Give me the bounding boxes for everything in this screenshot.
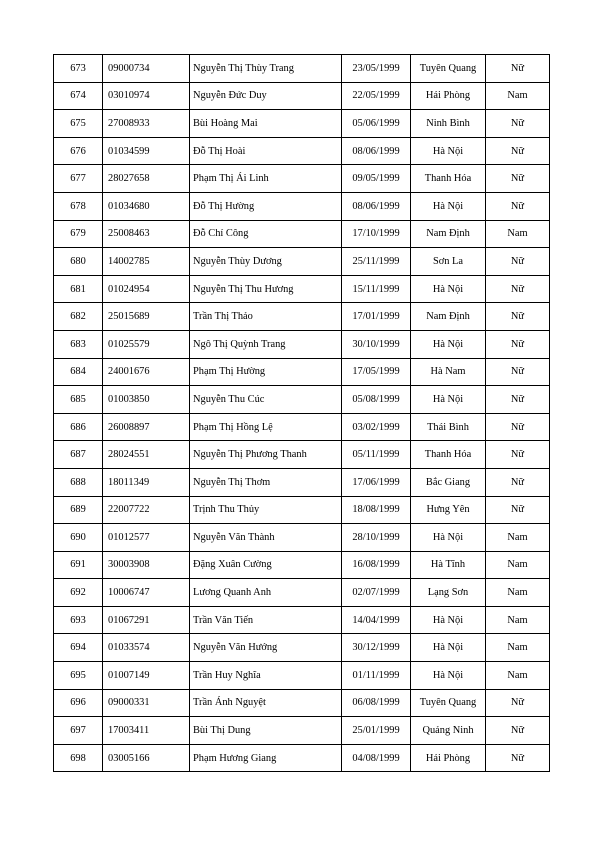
table-row — [54, 165, 550, 193]
gender: Nữ — [486, 275, 550, 303]
province: Lạng Sơn — [411, 579, 486, 607]
province: Hà Nội — [411, 137, 486, 165]
row-number: 690 — [54, 524, 103, 552]
student-name: Phạm Hương Giang — [190, 744, 342, 772]
row-number: 678 — [54, 192, 103, 220]
table-row — [54, 551, 550, 579]
student-id: 17003411 — [103, 717, 190, 745]
table-row — [54, 689, 550, 717]
student-id: 10006747 — [103, 579, 190, 607]
student-name: Đỗ Chí Công — [190, 220, 342, 248]
student-id: 01003850 — [103, 386, 190, 414]
province: Sơn La — [411, 248, 486, 276]
date-of-birth: 16/08/1999 — [342, 551, 411, 579]
row-number: 697 — [54, 717, 103, 745]
table-row — [54, 579, 550, 607]
row-number: 682 — [54, 303, 103, 331]
row-number: 687 — [54, 441, 103, 469]
student-id: 30003908 — [103, 551, 190, 579]
row-number: 689 — [54, 496, 103, 524]
date-of-birth: 30/10/1999 — [342, 330, 411, 358]
student-name: Nguyễn Thị Phương Thanh — [190, 441, 342, 469]
date-of-birth: 25/01/1999 — [342, 717, 411, 745]
gender: Nữ — [486, 330, 550, 358]
student-name: Ngô Thị Quỳnh Trang — [190, 330, 342, 358]
student-id: 03010974 — [103, 82, 190, 110]
student-name: Bùi Thị Dung — [190, 717, 342, 745]
gender: Nữ — [486, 441, 550, 469]
date-of-birth: 01/11/1999 — [342, 662, 411, 690]
province: Hà Nội — [411, 606, 486, 634]
gender: Nam — [486, 579, 550, 607]
student-id: 09000734 — [103, 55, 190, 83]
row-number: 675 — [54, 110, 103, 138]
date-of-birth: 05/08/1999 — [342, 386, 411, 414]
gender: Nam — [486, 524, 550, 552]
student-name: Phạm Thị Ái Linh — [190, 165, 342, 193]
gender: Nữ — [486, 110, 550, 138]
table-row — [54, 441, 550, 469]
date-of-birth: 28/10/1999 — [342, 524, 411, 552]
student-id: 01034680 — [103, 192, 190, 220]
student-id: 01012577 — [103, 524, 190, 552]
date-of-birth: 23/05/1999 — [342, 55, 411, 83]
row-number: 684 — [54, 358, 103, 386]
gender: Nữ — [486, 717, 550, 745]
province: Thanh Hóa — [411, 441, 486, 469]
gender: Nam — [486, 220, 550, 248]
date-of-birth: 18/08/1999 — [342, 496, 411, 524]
student-name: Đặng Xuân Cường — [190, 551, 342, 579]
province: Hưng Yên — [411, 496, 486, 524]
table-row — [54, 192, 550, 220]
province: Quảng Ninh — [411, 717, 486, 745]
table-row — [54, 55, 550, 83]
student-id: 25015689 — [103, 303, 190, 331]
student-name: Nguyễn Thị Thùy Trang — [190, 55, 342, 83]
province: Hà Nam — [411, 358, 486, 386]
date-of-birth: 25/11/1999 — [342, 248, 411, 276]
student-name: Nguyễn Thùy Dương — [190, 248, 342, 276]
student-name: Nguyễn Thị Thu Hương — [190, 275, 342, 303]
province: Hà Nội — [411, 330, 486, 358]
student-id: 01007149 — [103, 662, 190, 690]
date-of-birth: 03/02/1999 — [342, 413, 411, 441]
row-number: 693 — [54, 606, 103, 634]
student-name: Trần Huy Nghĩa — [190, 662, 342, 690]
province: Hà Nội — [411, 662, 486, 690]
gender: Nữ — [486, 55, 550, 83]
table-row — [54, 137, 550, 165]
province: Tuyên Quang — [411, 689, 486, 717]
student-name: Phạm Thị Hường — [190, 358, 342, 386]
province: Hải Phòng — [411, 82, 486, 110]
table-row — [54, 386, 550, 414]
student-id: 18011349 — [103, 468, 190, 496]
student-name: Lương Quanh Anh — [190, 579, 342, 607]
date-of-birth: 02/07/1999 — [342, 579, 411, 607]
gender: Nữ — [486, 192, 550, 220]
student-name: Nguyễn Thị Thơm — [190, 468, 342, 496]
row-number: 696 — [54, 689, 103, 717]
table-row — [54, 330, 550, 358]
date-of-birth: 04/08/1999 — [342, 744, 411, 772]
row-number: 698 — [54, 744, 103, 772]
date-of-birth: 05/06/1999 — [342, 110, 411, 138]
date-of-birth: 14/04/1999 — [342, 606, 411, 634]
table-row — [54, 662, 550, 690]
province: Thanh Hóa — [411, 165, 486, 193]
row-number: 680 — [54, 248, 103, 276]
province: Hà Nội — [411, 192, 486, 220]
date-of-birth: 17/10/1999 — [342, 220, 411, 248]
table-row — [54, 220, 550, 248]
row-number: 686 — [54, 413, 103, 441]
student-name: Phạm Thị Hồng Lệ — [190, 413, 342, 441]
table-row — [54, 303, 550, 331]
student-table — [53, 54, 550, 772]
student-id: 22007722 — [103, 496, 190, 524]
province: Thái Bình — [411, 413, 486, 441]
row-number: 695 — [54, 662, 103, 690]
gender: Nam — [486, 606, 550, 634]
student-name: Nguyễn Đức Duy — [190, 82, 342, 110]
province: Hà Nội — [411, 386, 486, 414]
gender: Nữ — [486, 413, 550, 441]
date-of-birth: 09/05/1999 — [342, 165, 411, 193]
province: Hà Tĩnh — [411, 551, 486, 579]
table-row — [54, 524, 550, 552]
date-of-birth: 15/11/1999 — [342, 275, 411, 303]
table-row — [54, 413, 550, 441]
gender: Nam — [486, 662, 550, 690]
gender: Nữ — [486, 689, 550, 717]
student-id: 01033574 — [103, 634, 190, 662]
province: Bắc Giang — [411, 468, 486, 496]
date-of-birth: 08/06/1999 — [342, 137, 411, 165]
gender: Nam — [486, 551, 550, 579]
row-number: 677 — [54, 165, 103, 193]
date-of-birth: 30/12/1999 — [342, 634, 411, 662]
table-row — [54, 248, 550, 276]
student-id: 27008933 — [103, 110, 190, 138]
table-row — [54, 634, 550, 662]
student-id: 28024551 — [103, 441, 190, 469]
date-of-birth: 08/06/1999 — [342, 192, 411, 220]
table-row — [54, 744, 550, 772]
row-number: 688 — [54, 468, 103, 496]
gender: Nữ — [486, 386, 550, 414]
table-row — [54, 717, 550, 745]
table-row — [54, 468, 550, 496]
date-of-birth: 22/05/1999 — [342, 82, 411, 110]
student-name: Bùi Hoàng Mai — [190, 110, 342, 138]
student-id: 03005166 — [103, 744, 190, 772]
row-number: 694 — [54, 634, 103, 662]
province: Nam Định — [411, 303, 486, 331]
row-number: 683 — [54, 330, 103, 358]
student-id: 01025579 — [103, 330, 190, 358]
student-id: 26008897 — [103, 413, 190, 441]
student-name: Trần Văn Tiến — [190, 606, 342, 634]
row-number: 673 — [54, 55, 103, 83]
table-row — [54, 82, 550, 110]
table-row — [54, 110, 550, 138]
student-name: Trịnh Thu Thủy — [190, 496, 342, 524]
student-name: Đỗ Thị Hoài — [190, 137, 342, 165]
student-name: Nguyễn Thu Cúc — [190, 386, 342, 414]
table-row — [54, 496, 550, 524]
province: Nam Định — [411, 220, 486, 248]
date-of-birth: 17/05/1999 — [342, 358, 411, 386]
row-number: 674 — [54, 82, 103, 110]
student-name: Đỗ Thị Hường — [190, 192, 342, 220]
gender: Nữ — [486, 165, 550, 193]
gender: Nữ — [486, 744, 550, 772]
province: Hà Nội — [411, 524, 486, 552]
province: Hải Phòng — [411, 744, 486, 772]
row-number: 681 — [54, 275, 103, 303]
table-row — [54, 358, 550, 386]
student-id: 01024954 — [103, 275, 190, 303]
student-name: Nguyễn Văn Thành — [190, 524, 342, 552]
gender: Nữ — [486, 468, 550, 496]
student-id: 24001676 — [103, 358, 190, 386]
student-id: 14002785 — [103, 248, 190, 276]
date-of-birth: 17/06/1999 — [342, 468, 411, 496]
date-of-birth: 06/08/1999 — [342, 689, 411, 717]
student-id: 25008463 — [103, 220, 190, 248]
row-number: 691 — [54, 551, 103, 579]
date-of-birth: 17/01/1999 — [342, 303, 411, 331]
gender: Nam — [486, 634, 550, 662]
student-id: 01034599 — [103, 137, 190, 165]
student-name: Trần Ánh Nguyệt — [190, 689, 342, 717]
student-id: 01067291 — [103, 606, 190, 634]
student-name: Nguyễn Văn Hướng — [190, 634, 342, 662]
gender: Nữ — [486, 496, 550, 524]
gender: Nữ — [486, 358, 550, 386]
province: Hà Nội — [411, 634, 486, 662]
student-id: 28027658 — [103, 165, 190, 193]
province: Hà Nội — [411, 275, 486, 303]
student-name: Trần Thị Thảo — [190, 303, 342, 331]
gender: Nữ — [486, 303, 550, 331]
table-row — [54, 275, 550, 303]
student-id: 09000331 — [103, 689, 190, 717]
gender: Nam — [486, 82, 550, 110]
row-number: 676 — [54, 137, 103, 165]
row-number: 685 — [54, 386, 103, 414]
table-body — [54, 55, 550, 772]
date-of-birth: 05/11/1999 — [342, 441, 411, 469]
gender: Nữ — [486, 248, 550, 276]
gender: Nữ — [486, 137, 550, 165]
row-number: 679 — [54, 220, 103, 248]
row-number: 692 — [54, 579, 103, 607]
province: Ninh Bình — [411, 110, 486, 138]
table-row — [54, 606, 550, 634]
province: Tuyên Quang — [411, 55, 486, 83]
